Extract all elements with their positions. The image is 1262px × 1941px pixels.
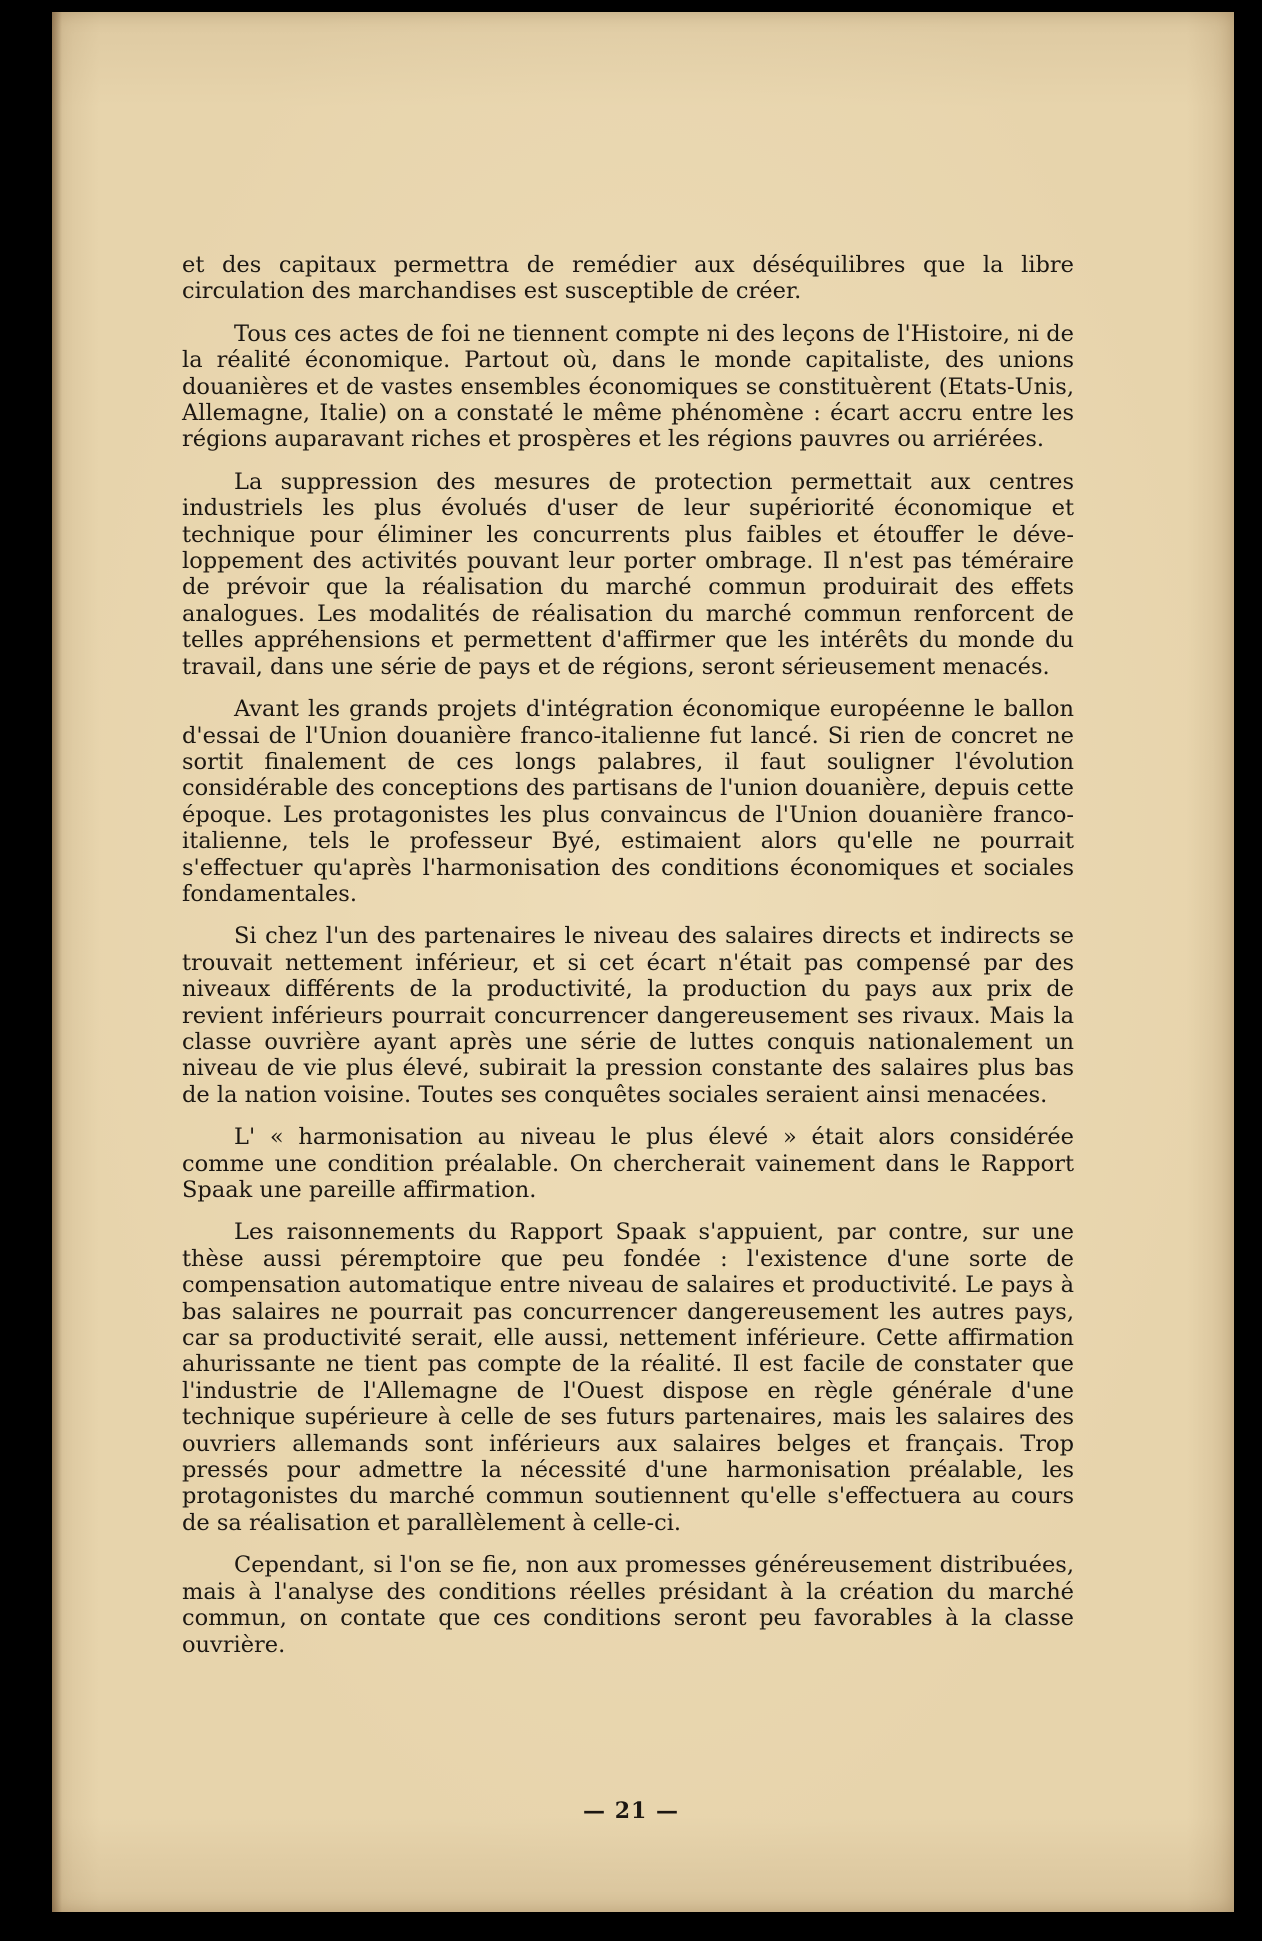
page-number: — 21 — [583, 1798, 679, 1824]
paragraph-5: Si chez l'un des partenaires le niveau des salaires directs et indirects se trouvait nettement inférieur, et si cet écart n'était pas compensé par des niveaux différents de la productivité, la production du pays aux prix de revient inférieurs pourrait concurrencer dangereusement ses rivaux. Mais la classe ouvrière ayant après une série de luttes conquis nationalement un niveau de vie plus élevé, subirait la pression constante des salaires plus bas de la nation voisine. Toutes ses conquêtes sociales seraient ainsi menacées. [182, 923, 1074, 1108]
body-text [182, 252, 1074, 1674]
paragraph-2: Tous ces actes de foi ne tiennent compte ni des leçons de l'Histoire, ni de la réalité économique. Partout où, dans le monde capitaliste, des unions douanières et de vastes ensembles économiques se constituèrent (Etats-Unis, Allemagne, Italie) on a constaté le même phénomène : écart accru entre les régions auparavant riches et prospères et les régions pauvres ou arriérées. [182, 320, 1074, 453]
paragraph-1: et des capitaux permettra de remédier aux déséquilibres que la libre circulation des marchandises est susceptible de créer. [182, 252, 1074, 305]
paragraph-4: Avant les grands projets d'intégration économique européenne le ballon d'essai de l'Union douanière franco-italienne fut lancé. Si rien de concret ne sortit finalement de ces longs palabres, il faut souligner l'évolution considérable des conceptions des partisans de l'union douanière, depuis cette époque. Les protagonistes les plus convaincus de l'Union douanière franco-italienne, tels le professeur Byé, estimaient alors qu'elle ne pourrait s'effectuer qu'après l'harmonisation des conditions économiques et sociales fondamentales. [182, 696, 1074, 907]
paragraph-8: Cependant, si l'on se fie, non aux promesses généreusement distribuées, mais à l'analyse des conditions réelles présidant à la création du marché commun, on contate que ces conditions seront peu favorables à la classe ouvrière. [182, 1552, 1074, 1658]
page-spine-shadow [52, 12, 62, 1912]
paragraph-7: Les raisonnements du Rapport Spaak s'appuient, par contre, sur une thèse aussi péremptoire que peu fondée : l'existence d'une sorte de compensation automatique entre niveau de salaires et productivité. Le pays à bas salaires ne pourrait pas concurrencer dangereusement les autres pays, car sa productivité serait, elle aussi, nettement inférieure. Cette affirmation ahurissante ne tient pas compte de la réalité. Il est facile de constater que l'industrie de l'Allemagne de l'Ouest dispose en règle générale d'une technique supérieure à celle de ses futurs partenaires, mais les salaires des ouvriers allemands sont inférieurs aux salaires belges et français. Trop pressés pour admettre la nécessité d'une harmonisation préalable, les protagonistes du marché commun soutiennent qu'elle s'effectuera au cours de sa réalisation et parallèlement à celle-ci. [182, 1219, 1074, 1536]
paragraph-6: L' « harmonisation au niveau le plus élevé » était alors considérée comme une condition préalable. On chercherait vainement dans le Rapport Spaak une pareille affirmation. [182, 1124, 1074, 1203]
paragraph-3: La suppression des mesures de protection permettait aux centres industriels les plus évolués d'user de leur supériorité économique et technique pour éliminer les concurrents plus faibles et étouffer le développement des activités pouvant leur porter ombrage. Il n'est pas téméraire de prévoir que la réalisation du marché commun produirait des effets analogues. Les modalités de réalisation du marché commun renforcent de telles appréhensions et permettent d'affirmer que les intérêts du monde du travail, dans une série de pays et de régions, seront sérieusement menacés. [182, 468, 1074, 680]
